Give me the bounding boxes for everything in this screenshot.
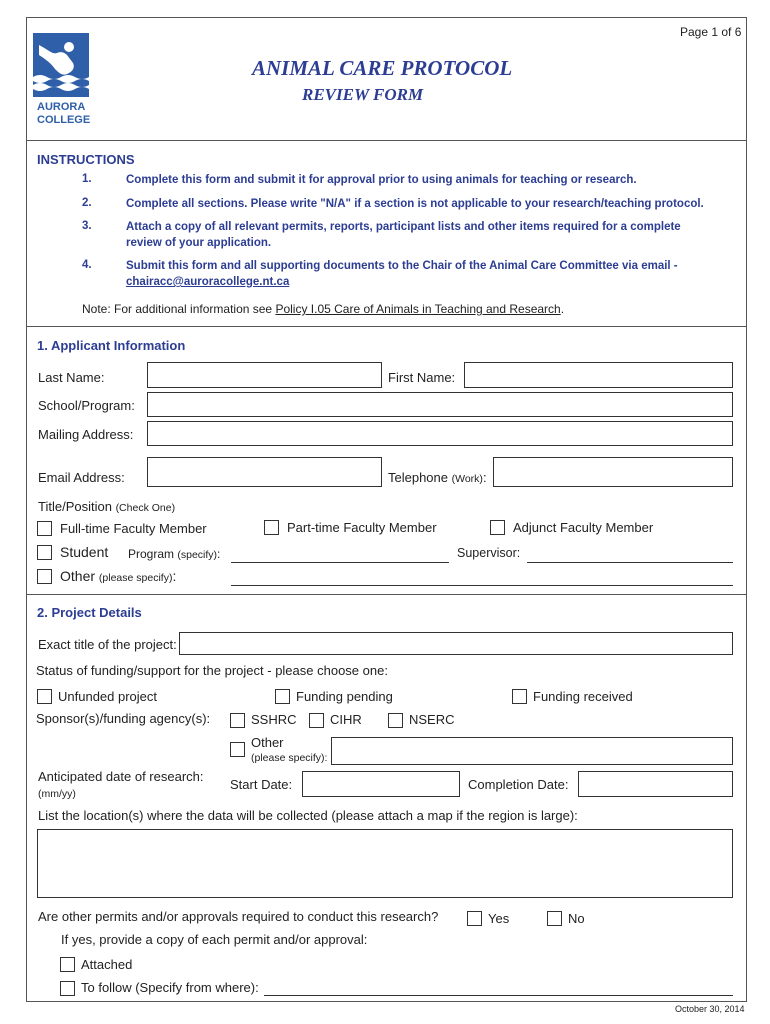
student-label: Student	[60, 544, 109, 560]
unfunded-label: Unfunded project	[58, 689, 158, 704]
other-sponsor-note: (please specify):	[251, 752, 328, 764]
first-name-field[interactable]	[464, 362, 733, 388]
instruction-number: 3.	[82, 220, 92, 232]
cihr-label: CIHR	[330, 712, 362, 727]
funding-status-label: Status of funding/support for the project - please choose one:	[36, 663, 388, 678]
telephone-colon: :	[482, 470, 487, 485]
instruction-item-4	[126, 258, 706, 290]
title-position-note: (Check One)	[115, 502, 176, 514]
permits-no-checkbox[interactable]	[547, 911, 562, 926]
page-indicator: Page 1 of 6	[680, 25, 742, 39]
funding-pending-checkbox[interactable]	[275, 689, 290, 704]
last-name-label: Last Name:	[38, 370, 105, 385]
telephone-field[interactable]	[493, 457, 733, 487]
nserc-label: NSERC	[409, 712, 455, 727]
school-program-label: School/Program:	[38, 398, 135, 413]
other-position-label: Other (please specify):	[60, 568, 177, 584]
permits-yes-label: Yes	[488, 911, 510, 926]
parttime-label: Part-time Faculty Member	[287, 520, 437, 535]
completion-date-field[interactable]	[578, 771, 733, 797]
supervisor-label: Supervisor:	[457, 546, 521, 560]
other-sponsor-checkbox[interactable]	[230, 742, 245, 757]
instruction-number: 1.	[82, 173, 92, 185]
adjunct-label: Adjunct Faculty Member	[513, 520, 654, 535]
completion-date-label: Completion Date:	[468, 777, 569, 792]
title-position-label	[38, 499, 175, 514]
instruction-text: Complete all sections. Please write "N/A" if a section is not applicable to your research/teaching protocol.	[126, 198, 704, 210]
to-follow-label: To follow (Specify from where):	[81, 980, 259, 995]
supervisor-field[interactable]	[527, 562, 733, 563]
instruction-number: 2.	[82, 197, 92, 209]
telephone-text: Telephone	[388, 470, 448, 485]
to-follow-field[interactable]	[264, 995, 733, 996]
sponsor-label: Sponsor(s)/funding agency(s):	[36, 711, 211, 726]
form-title: ANIMAL CARE PROTOCOL	[252, 56, 513, 80]
policy-link[interactable]: Policy I.05 Care of Animals in Teaching and Research	[275, 302, 561, 316]
email-address-label: Email Address:	[38, 470, 125, 485]
divider	[26, 594, 747, 595]
permits-question: Are other permits and/or approvals required to conduct this research?	[38, 909, 439, 924]
note-prefix: Note: For additional information see	[82, 302, 276, 316]
parttime-checkbox[interactable]	[264, 520, 279, 535]
permits-yes-checkbox[interactable]	[467, 911, 482, 926]
instruction-text: Attach a copy of all relevant permits, reports, participant lists and other items required for a complete review of your application.	[126, 221, 681, 249]
note-suffix: .	[560, 302, 565, 316]
mailing-address-field[interactable]	[147, 421, 733, 446]
unfunded-checkbox[interactable]	[37, 689, 52, 704]
revision-date: October 30, 2014	[675, 1004, 745, 1014]
cihr-checkbox[interactable]	[309, 713, 324, 728]
sshrc-label: SSHRC	[251, 712, 297, 727]
project-title-label: Exact title of the project:	[38, 637, 177, 652]
anticipated-date-label: Anticipated date of research:	[38, 769, 204, 784]
section-1-heading: 1. Applicant Information	[37, 338, 186, 353]
adjunct-checkbox[interactable]	[490, 520, 505, 535]
program-label: Program (specify):	[128, 547, 221, 561]
other-position-note: (please specify)	[98, 572, 173, 584]
funding-pending-label: Funding pending	[296, 689, 393, 704]
instruction-text: Submit this form and all supporting documents to the Chair of the Animal Care Committee via email -	[126, 260, 678, 272]
program-note: (specify)	[177, 549, 218, 561]
aurora-college-logo	[33, 33, 89, 97]
start-date-field[interactable]	[302, 771, 460, 797]
attached-checkbox[interactable]	[60, 957, 75, 972]
start-date-label: Start Date:	[230, 777, 293, 792]
telephone-work-note: (Work)	[451, 473, 483, 485]
permits-if-yes: If yes, provide a copy of each permit and/or approval:	[61, 932, 368, 947]
fulltime-label: Full-time Faculty Member	[60, 521, 207, 536]
last-name-field[interactable]	[147, 362, 382, 388]
funding-received-checkbox[interactable]	[512, 689, 527, 704]
locations-field[interactable]	[37, 829, 733, 898]
other-position-text: Other	[60, 568, 96, 584]
permits-no-label: No	[568, 911, 585, 926]
student-checkbox[interactable]	[37, 545, 52, 560]
program-text: Program	[128, 547, 175, 561]
title-position-text: Title/Position	[38, 499, 112, 514]
other-sponsor-label: Other	[251, 735, 284, 750]
to-follow-checkbox[interactable]	[60, 981, 75, 996]
logo-text-aurora: AURORA	[37, 101, 86, 113]
instructions-heading: INSTRUCTIONS	[37, 152, 135, 167]
sshrc-checkbox[interactable]	[230, 713, 245, 728]
school-program-field[interactable]	[147, 392, 733, 417]
divider	[26, 326, 747, 327]
mailing-address-label: Mailing Address:	[38, 427, 134, 442]
other-position-field[interactable]	[231, 585, 733, 586]
form-subtitle: REVIEW FORM	[302, 85, 424, 104]
telephone-label	[388, 470, 487, 485]
committee-email-link[interactable]: chairacc@auroracollege.nt.ca	[126, 276, 290, 288]
section-2-heading: 2. Project Details	[37, 605, 142, 620]
instruction-text: Complete this form and submit it for approval prior to using animals for teaching or research.	[126, 174, 637, 186]
logo-text-college: COLLEGE	[37, 114, 91, 126]
policy-note	[82, 302, 564, 316]
project-title-field[interactable]	[179, 632, 733, 655]
other-sponsor-field[interactable]	[331, 737, 733, 765]
funding-received-label: Funding received	[533, 689, 633, 704]
divider	[26, 140, 747, 141]
instruction-number: 4.	[82, 259, 92, 271]
attached-label: Attached	[81, 957, 133, 972]
fulltime-checkbox[interactable]	[37, 521, 52, 536]
program-field[interactable]	[231, 562, 449, 563]
locations-label: List the location(s) where the data will be collected (please attach a map if the region is large):	[38, 808, 578, 823]
nserc-checkbox[interactable]	[388, 713, 403, 728]
email-address-field[interactable]	[147, 457, 382, 487]
other-position-checkbox[interactable]	[37, 569, 52, 584]
anticipated-date-format: (mm/yy)	[38, 788, 76, 800]
first-name-label: First Name:	[388, 370, 456, 385]
